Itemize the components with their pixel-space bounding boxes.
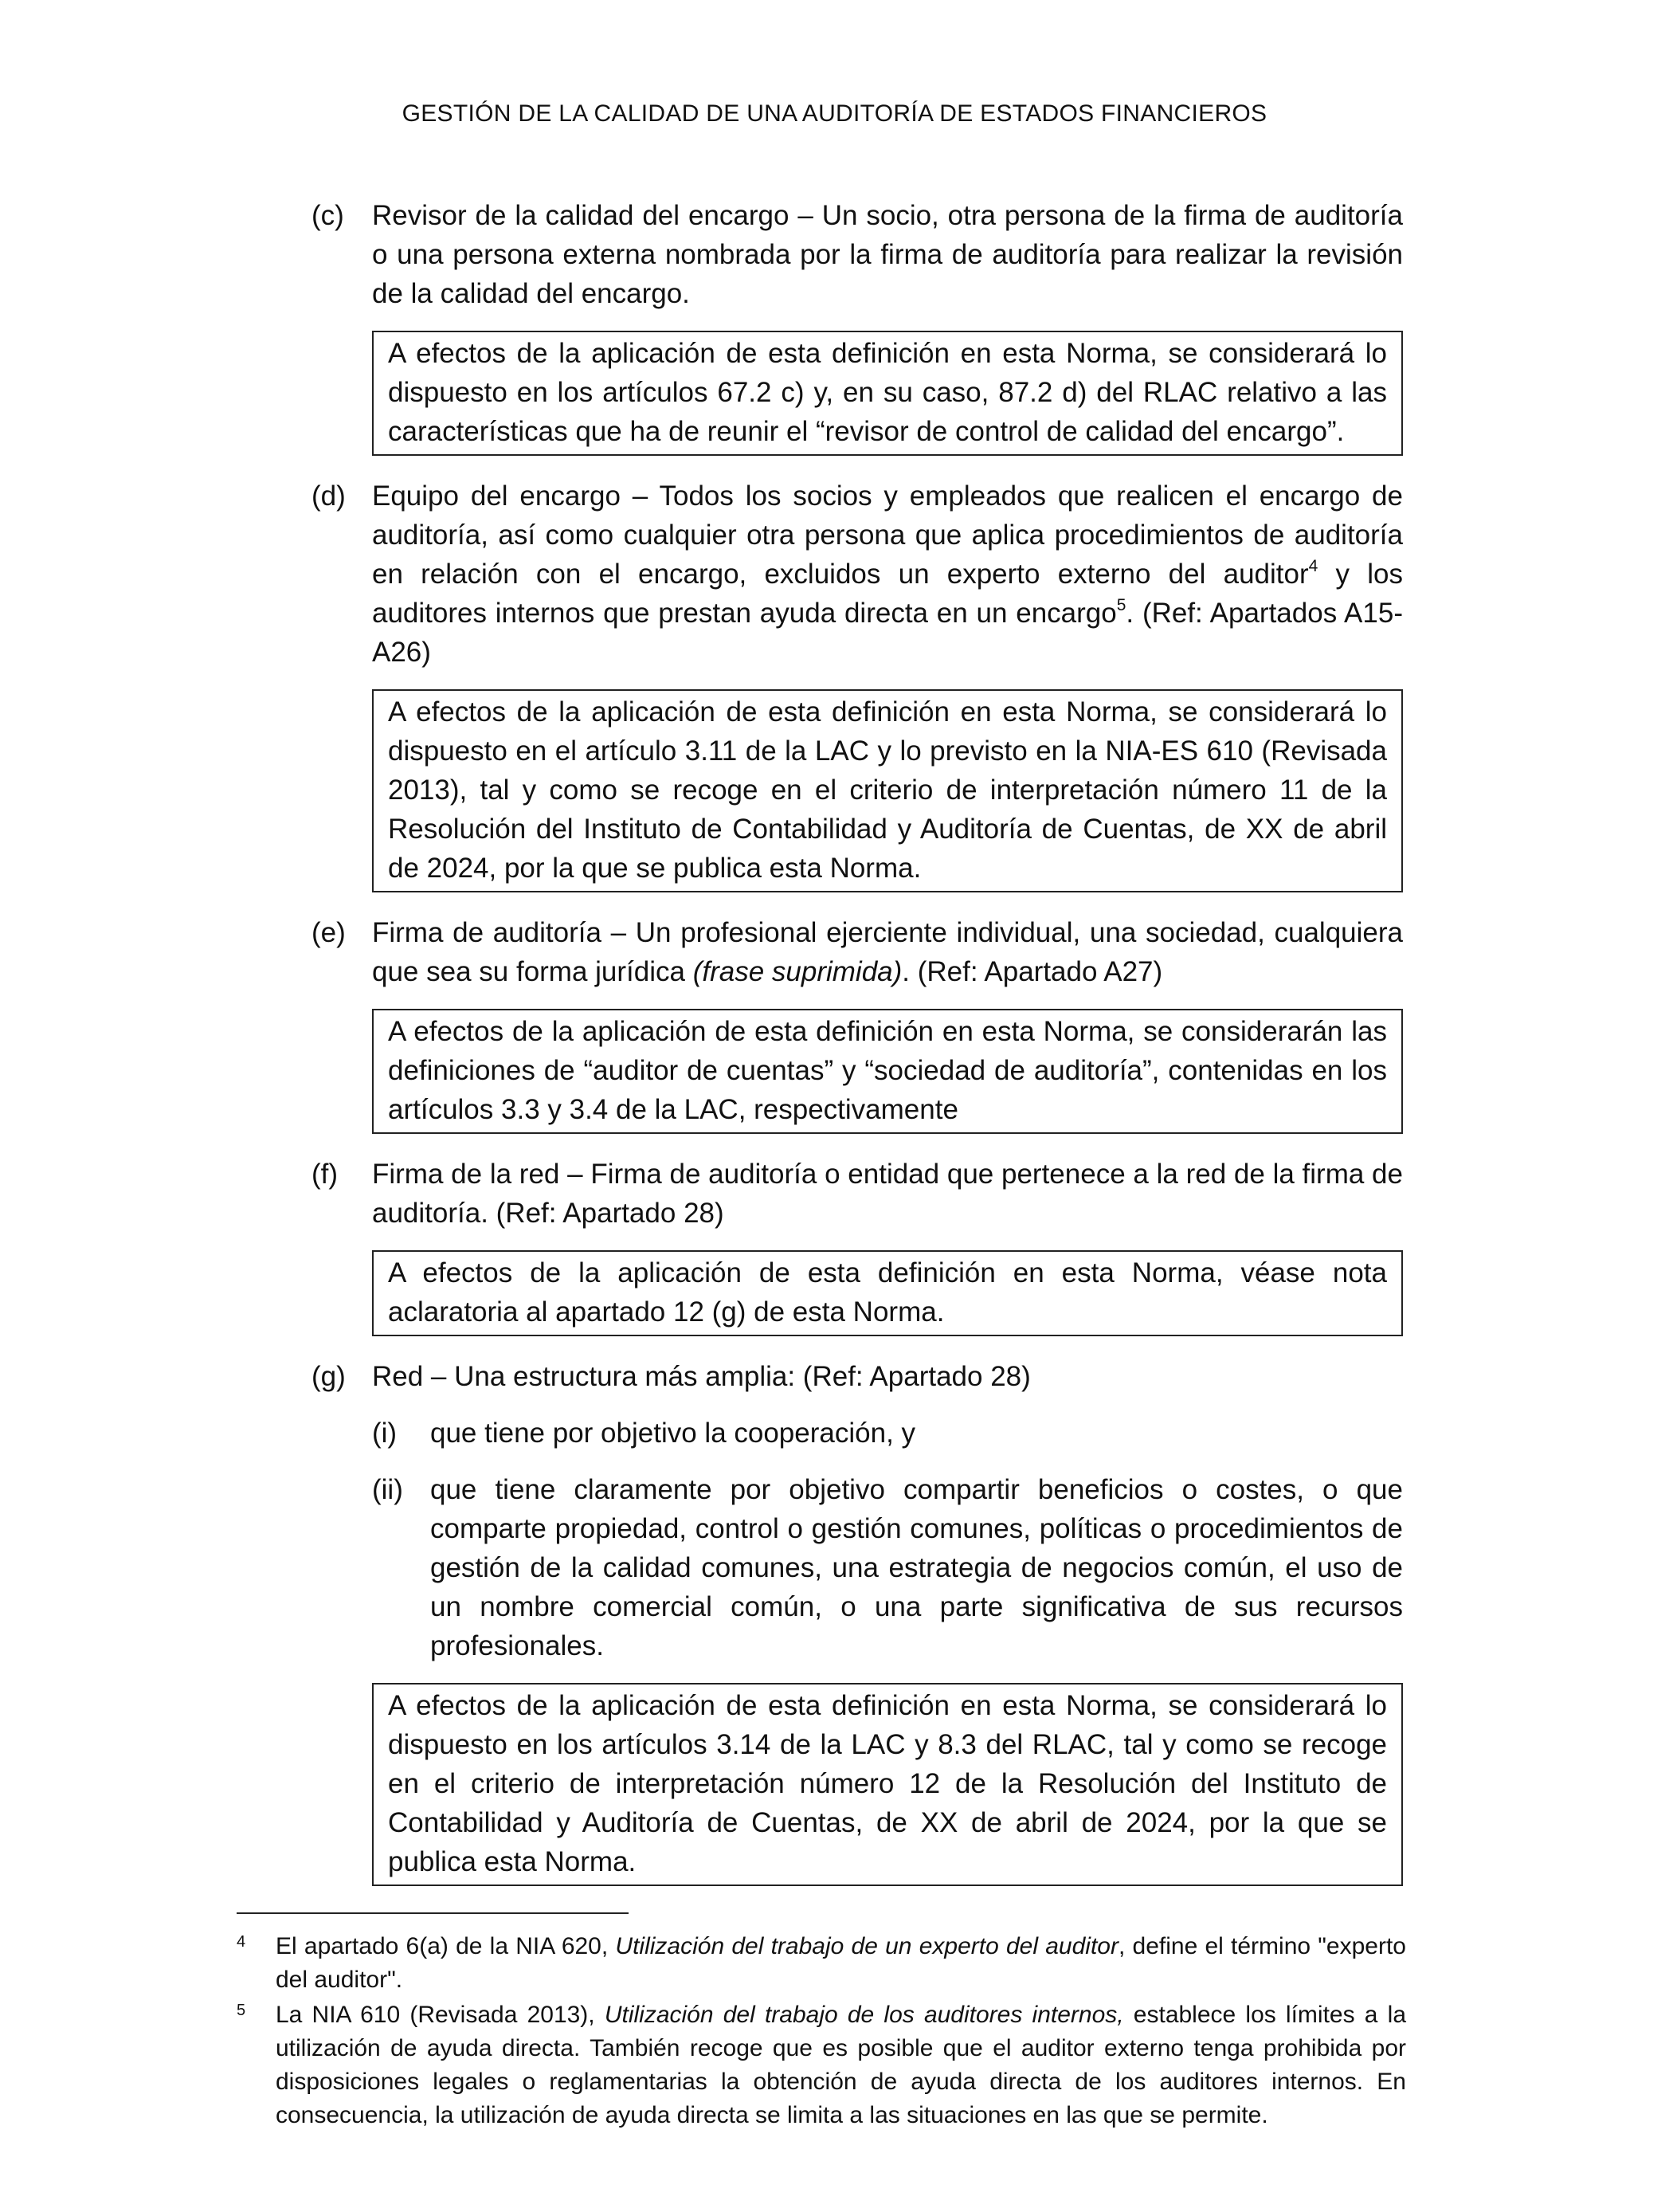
definition-f [311, 1155, 1403, 1233]
footnote-number: 5 [237, 2002, 246, 2019]
subitem-i [372, 1414, 1403, 1453]
footnote-text-part: La NIA 610 (Revisada 2013), [276, 2002, 605, 2028]
footnote-number: 4 [237, 1933, 246, 1951]
subitem-label: (i) [372, 1418, 398, 1449]
page-header: GESTIÓN DE LA CALIDAD DE UNA AUDITORÍA DE ESTADOS FINANCIEROS [402, 100, 1267, 127]
definition-c [311, 196, 1403, 313]
footnote-separator [237, 1912, 629, 1914]
definition-g [311, 1357, 1403, 1396]
footnote-text-part: , define el término "experto del auditor". [276, 1933, 1406, 1993]
footnote-text [276, 1930, 1406, 1997]
footnote-text-part: establece los límites a la utilización de ayuda directa. También recoge que es posible que el auditor externo tenga prohibida por disposiciones legales o reglamentarias la obtención de ayuda directa de los auditores internos. En consecuencia, la utilización de ayuda directa se limita a las situaciones en las que se permite. [276, 2002, 1407, 2128]
definition-text: Red – Una estructura más amplia: (Ref: Apartado 28) [372, 1361, 1031, 1392]
definition-text: Revisor de la calidad del encargo – Un socio, otra persona de la firma de auditoría o una persona externa nombrada por la firma de auditoría para realizar la revisión de la calidad del encargo. [372, 200, 1403, 309]
definition-text-part: Firma de auditoría – Un profesional ejerciente individual, una sociedad, cualquiera que sea su forma jurídica [372, 917, 1403, 987]
definition-text-part: Equipo del encargo – Todos los socios y empleados que realicen el encargo de auditoría, así como cualquier otra persona que aplica procedimientos de auditoría en relación con el encargo, excluidos un experto externo del auditor [372, 480, 1403, 590]
boxed-note-c: A efectos de la aplicación de esta definición en esta Norma, se considerará lo dispuesto en los artículos 67.2 c) y, en su caso, 87.2 d) del RLAC relativo a las características que ha de reunir el “revisor de control de calidad del encargo”. [372, 331, 1403, 456]
definition-text: Firma de la red – Firma de auditoría o entidad que pertenece a la red de la firma de auditoría. (Ref: Apartado 28) [372, 1159, 1403, 1229]
definition-text-part: . (Ref: Apartado A27) [902, 956, 1163, 987]
subitem-ii [372, 1470, 1403, 1665]
subitem-text: que tiene por objetivo la cooperación, y [430, 1418, 916, 1449]
definition-label: (e) [311, 917, 346, 948]
definition-e [311, 913, 1403, 991]
definition-text-part: y los auditores internos que prestan ayuda directa en un encargo [372, 559, 1403, 629]
definition-text-italic: (frase suprimida) [692, 956, 903, 987]
footnote-italic: Utilización del trabajo de un experto del auditor [615, 1933, 1119, 1959]
footnote-italic: Utilización del trabajo de los auditores internos, [604, 2002, 1124, 2028]
footnote-text [276, 1998, 1406, 2132]
definition-label: (d) [311, 480, 346, 512]
footnote-ref-4[interactable]: 4 [1308, 557, 1318, 576]
definition-text-part: . (Ref: Apartados A15-A26) [372, 598, 1403, 668]
footnote-4 [237, 1930, 1406, 1997]
subitem-label: (ii) [372, 1474, 403, 1505]
definition-text [372, 477, 1403, 672]
footnote-5 [237, 1998, 1406, 2132]
boxed-note-d: A efectos de la aplicación de esta definición en esta Norma, se considerará lo dispuesto en el artículo 3.11 de la LAC y lo previsto en la NIA-ES 610 (Revisada 2013), tal y como se recoge en el criterio de interpretación número 11 de la Resolución del Instituto de Contabilidad y Auditoría de Cuentas, de XX de abril de 2024, por la que se publica esta Norma. [372, 689, 1403, 892]
definition-d [311, 477, 1403, 672]
footnote-text-part: El apartado 6(a) de la NIA 620, [276, 1933, 616, 1959]
definition-label: (c) [311, 200, 344, 231]
boxed-note-g: A efectos de la aplicación de esta definición en esta Norma, se considerará lo dispuesto en los artículos 3.14 de la LAC y 8.3 del RLAC, tal y como se recoge en el criterio de interpretación número 12 de la Resolución del Instituto de Contabilidad y Auditoría de Cuentas, de XX de abril de 2024, por la que se publica esta Norma. [372, 1683, 1403, 1886]
subitem-text: que tiene claramente por objetivo compartir beneficios o costes, o que comparte propiedad, control o gestión comunes, políticas o procedimientos de gestión de la calidad comunes, una estrategia de negocios común, el uso de un nombre comercial común, o una parte significativa de sus recursos profesionales. [430, 1474, 1403, 1661]
footnote-ref-5[interactable]: 5 [1116, 596, 1126, 615]
footnotes [237, 1912, 1406, 2134]
document-body [311, 196, 1403, 1907]
boxed-note-e: A efectos de la aplicación de esta definición en esta Norma, se considerarán las definiciones de “auditor de cuentas” y “sociedad de auditoría”, contenidas en los artículos 3.3 y 3.4 de la LAC, respectivamente [372, 1009, 1403, 1134]
boxed-note-f: A efectos de la aplicación de esta definición en esta Norma, véase nota aclaratoria al apartado 12 (g) de esta Norma. [372, 1250, 1403, 1336]
definition-label: (g) [311, 1361, 346, 1392]
definition-text [372, 913, 1403, 991]
definition-label: (f) [311, 1159, 339, 1190]
